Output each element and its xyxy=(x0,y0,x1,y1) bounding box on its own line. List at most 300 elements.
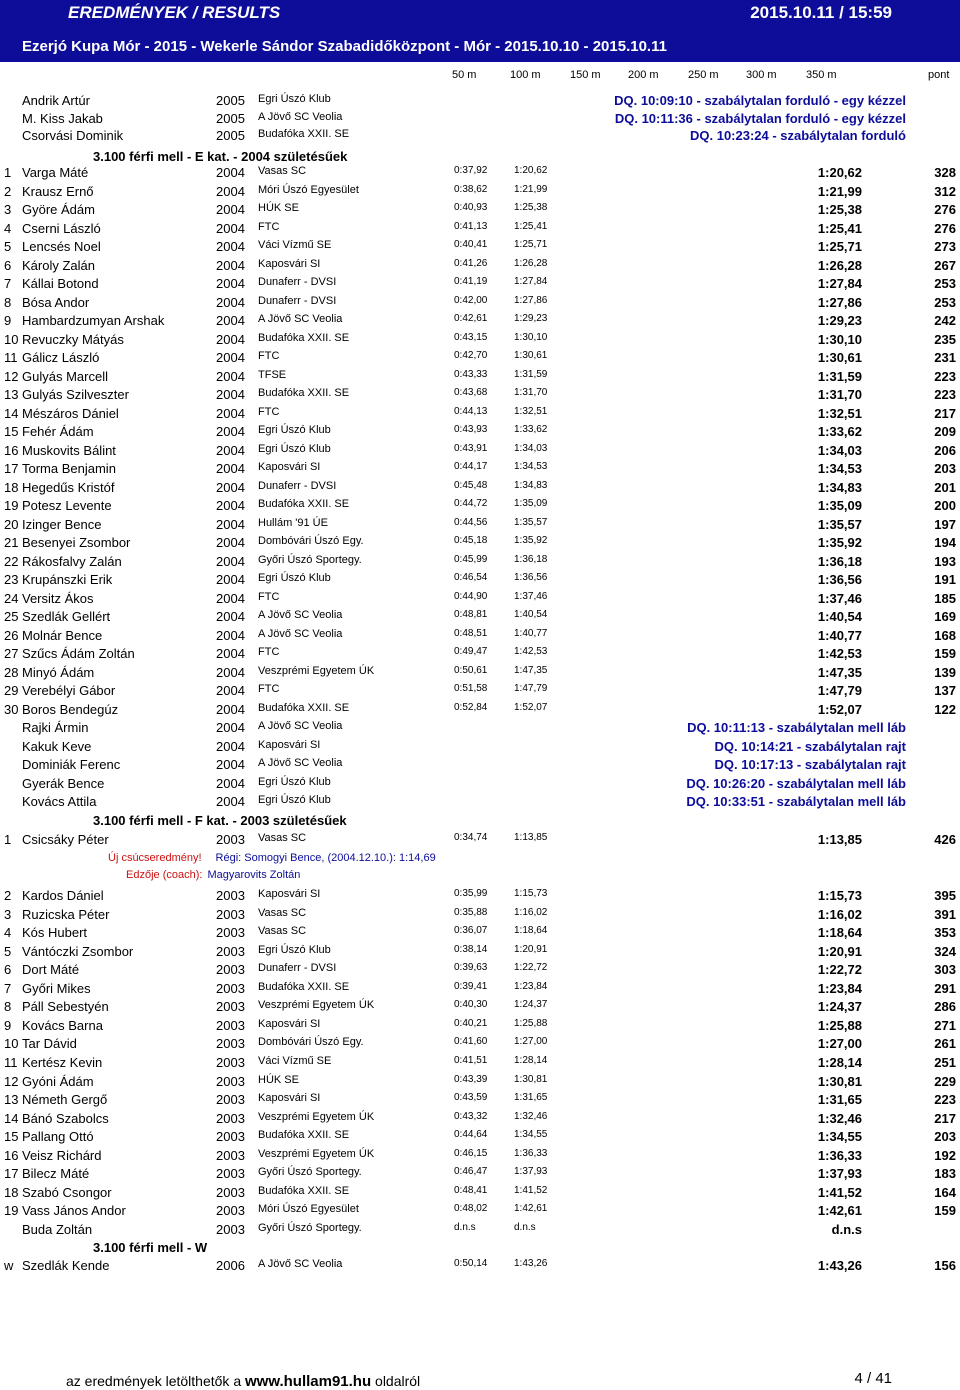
swimmer-name: Krupánszki Erik xyxy=(22,572,113,587)
record-note xyxy=(108,852,436,864)
birth-year: 2004 xyxy=(216,424,245,439)
birth-year: 2004 xyxy=(216,535,245,550)
points: 303 xyxy=(934,962,956,978)
birth-year: 2004 xyxy=(216,590,245,606)
split-50m: 0:52,84 xyxy=(454,701,488,713)
result-row xyxy=(0,720,960,738)
birth-year: 2004 xyxy=(216,257,245,273)
final-time: 1:40,54 xyxy=(817,609,862,624)
rank-cell: 18 xyxy=(4,479,19,495)
rank-cell: 16 xyxy=(4,442,19,458)
split-50m: 0:42,70 xyxy=(454,350,488,361)
result-row xyxy=(0,572,960,590)
final-time: 1:40,77 xyxy=(817,627,862,643)
points: 159 xyxy=(934,1203,956,1219)
points: 223 xyxy=(934,1092,956,1108)
result-row xyxy=(0,332,960,350)
club-name: A Jövő SC Veolia xyxy=(258,1258,343,1270)
points: 169 xyxy=(934,609,956,624)
club-name: Kaposvári SI xyxy=(258,1017,321,1030)
split-50m: 0:48,51 xyxy=(454,627,488,639)
split-100m: 1:25,71 xyxy=(514,239,548,250)
rank-cell: 30 xyxy=(4,701,19,717)
final-time: 1:27,86 xyxy=(817,294,862,310)
club-name: FTC xyxy=(258,683,280,695)
birth-year: 2004 xyxy=(216,738,245,754)
split-100m: 1:30,81 xyxy=(514,1073,548,1085)
split-50m: 0:44,13 xyxy=(454,405,488,417)
club-name: Veszprémi Egyetem ÚK xyxy=(258,999,375,1012)
split-50m: 0:43,32 xyxy=(454,1110,488,1122)
points: 183 xyxy=(934,1166,956,1182)
final-time: 1:36,56 xyxy=(817,572,862,587)
club-name: Budafóka XXII. SE xyxy=(258,331,350,344)
swimmer-name: Bánó Szabolcs xyxy=(22,1110,109,1126)
result-row xyxy=(0,369,960,387)
split-50m: 0:43,59 xyxy=(454,1092,488,1104)
split-100m: 1:21,99 xyxy=(514,183,548,195)
club-name: Egri Úszó Klub xyxy=(258,93,331,105)
points: 251 xyxy=(934,1054,956,1070)
swimmer-name: Besenyei Zsombor xyxy=(22,535,131,550)
points: 286 xyxy=(934,999,956,1015)
result-row xyxy=(0,1074,960,1092)
club-name: Egri Úszó Klub xyxy=(258,794,331,806)
split-50m: 0:43,68 xyxy=(454,387,488,398)
swimmer-name: Károly Zalán xyxy=(22,257,95,273)
split-50m: 0:44,56 xyxy=(454,516,488,528)
points: 197 xyxy=(934,516,956,532)
rank-cell: 4 xyxy=(4,925,12,941)
birth-year: 2004 xyxy=(216,239,245,254)
dq-status: DQ. 10:14:21 - szabálytalan rajt xyxy=(714,738,906,754)
final-time: 1:34,83 xyxy=(817,479,862,495)
result-row xyxy=(0,1148,960,1166)
club-name: Egri Úszó Klub xyxy=(258,775,331,788)
result-row xyxy=(0,221,960,239)
split-50m: 0:44,90 xyxy=(454,590,488,602)
final-time: 1:25,41 xyxy=(817,220,862,236)
result-row xyxy=(0,1111,960,1129)
points: 164 xyxy=(934,1184,956,1200)
coach-label: Edzője (coach): xyxy=(126,869,203,881)
split-50m: 0:44,64 xyxy=(454,1129,488,1141)
final-time: 1:36,18 xyxy=(817,553,862,569)
result-row xyxy=(0,93,960,111)
split-100m: 1:29,23 xyxy=(514,313,548,324)
final-time: 1:43,26 xyxy=(817,1258,862,1273)
club-name: Budafóka XXII. SE xyxy=(258,1129,350,1142)
club-name: Egri Úszó Klub xyxy=(258,572,331,584)
swimmer-name: Buda Zoltán xyxy=(22,1221,93,1237)
final-time: 1:28,14 xyxy=(817,1054,862,1070)
rank-cell: 6 xyxy=(4,257,12,273)
birth-year: 2003 xyxy=(216,1036,245,1052)
split-100m: 1:27,86 xyxy=(514,294,548,306)
rank-cell: 5 xyxy=(4,943,12,959)
points: 223 xyxy=(934,368,956,384)
rank-cell: 17 xyxy=(4,1166,19,1182)
split-100m: 1:18,64 xyxy=(514,925,548,937)
result-row xyxy=(0,925,960,943)
final-time: 1:32,51 xyxy=(817,405,862,421)
final-time: 1:34,55 xyxy=(817,1129,862,1145)
split-50m: 0:40,30 xyxy=(454,999,488,1011)
split-50m: 0:41,13 xyxy=(454,220,488,232)
birth-year: 2003 xyxy=(216,1147,245,1163)
club-name: Dombóvári Úszó Egy. xyxy=(258,535,364,547)
swimmer-name: Kállai Botond xyxy=(22,276,99,291)
rank-cell: 13 xyxy=(4,387,19,402)
split-label: 150 m xyxy=(570,69,601,81)
split-50m: 0:39,63 xyxy=(454,962,488,974)
swimmer-name: Kertész Kevin xyxy=(22,1054,103,1070)
split-50m: 0:38,62 xyxy=(454,183,488,195)
split-100m: 1:30,61 xyxy=(514,350,548,361)
rank-cell: 18 xyxy=(4,1184,19,1200)
rank-cell: 16 xyxy=(4,1147,19,1163)
split-50m: 0:44,72 xyxy=(454,498,488,509)
points: 194 xyxy=(934,535,956,550)
split-50m: 0:38,14 xyxy=(454,943,488,955)
final-time: 1:32,46 xyxy=(817,1110,862,1126)
split-100m: 1:31,59 xyxy=(514,368,548,380)
club-name: Budafóka XXII. SE xyxy=(258,387,350,399)
split-100m: 1:34,83 xyxy=(514,479,548,491)
swimmer-name: Vass János Andor xyxy=(22,1203,126,1219)
split-label: 100 m xyxy=(510,69,541,81)
final-time: 1:31,59 xyxy=(817,368,862,384)
final-time: 1:37,93 xyxy=(817,1166,862,1182)
rank-cell: 8 xyxy=(4,294,12,310)
dq-status: DQ. 10:26:20 - szabálytalan mell láb xyxy=(686,775,906,791)
points: 253 xyxy=(934,276,956,291)
club-name: A Jövő SC Veolia xyxy=(258,313,343,325)
result-row xyxy=(0,1258,960,1276)
split-100m: 1:25,38 xyxy=(514,202,548,213)
split-100m: 1:34,55 xyxy=(514,1129,548,1141)
split-50m: 0:35,88 xyxy=(454,906,488,918)
birth-year: 2004 xyxy=(216,276,245,291)
split-50m: 0:44,17 xyxy=(454,461,488,472)
split-50m: d.n.s xyxy=(454,1221,476,1233)
swimmer-name: Hegedűs Kristóf xyxy=(22,479,115,495)
rank-cell: 22 xyxy=(4,553,19,569)
final-time: 1:47,35 xyxy=(817,664,862,680)
points: 324 xyxy=(934,943,956,959)
swimmer-name: Gálicz László xyxy=(22,350,100,365)
rank-cell: 17 xyxy=(4,461,19,476)
birth-year: 2003 xyxy=(216,1092,245,1108)
club-name: Kaposvári SI xyxy=(258,1092,321,1105)
final-time: 1:15,73 xyxy=(817,888,862,903)
final-time: 1:34,03 xyxy=(817,442,862,458)
points: 217 xyxy=(934,405,956,421)
header-banner xyxy=(0,0,960,62)
rank-cell: 14 xyxy=(4,405,19,421)
swimmer-name: Bósa Andor xyxy=(22,294,90,310)
birth-year: 2003 xyxy=(216,1110,245,1126)
rank-cell: 3 xyxy=(4,202,12,217)
club-name: Győri Úszó Sportegy. xyxy=(258,1166,362,1179)
split-100m: 1:32,51 xyxy=(514,405,548,417)
result-row xyxy=(0,443,960,461)
split-100m: 1:42,61 xyxy=(514,1203,548,1215)
birth-year: 2004 xyxy=(216,572,245,587)
split-100m: 1:42,53 xyxy=(514,646,548,657)
split-50m: 0:41,26 xyxy=(454,257,488,269)
club-name: Váci Vízmű SE xyxy=(258,239,332,251)
birth-year: 2004 xyxy=(216,368,245,384)
club-name: Veszprémi Egyetem ÚK xyxy=(258,1110,375,1123)
split-100m: 1:35,09 xyxy=(514,498,548,509)
swimmer-name: Szedlák Gellért xyxy=(22,609,111,624)
final-time: 1:35,92 xyxy=(817,535,862,550)
swimmer-name: Lencsés Noel xyxy=(22,239,101,254)
birth-year: 2003 xyxy=(216,925,245,941)
dq-status: DQ. 10:09:10 - szabálytalan forduló - egy kézzel xyxy=(614,93,906,108)
split-100m: 1:31,70 xyxy=(514,387,548,398)
swimmer-name: Cserni László xyxy=(22,220,101,236)
club-name: A Jövő SC Veolia xyxy=(258,757,343,769)
split-50m: 0:41,51 xyxy=(454,1054,488,1066)
swimmer-name: Szedlák Kende xyxy=(22,1258,110,1273)
club-name: A Jövő SC Veolia xyxy=(258,110,343,123)
points: 200 xyxy=(934,498,956,513)
points: 201 xyxy=(934,479,956,495)
birth-year: 2004 xyxy=(216,627,245,643)
points: 391 xyxy=(934,906,956,922)
split-label: 350 m xyxy=(806,69,837,81)
club-name: Vasas SC xyxy=(258,832,307,844)
split-100m: 1:36,56 xyxy=(514,572,548,583)
swimmer-name: Győri Mikes xyxy=(22,980,91,996)
result-row xyxy=(0,535,960,553)
birth-year: 2004 xyxy=(216,664,245,680)
result-row xyxy=(0,387,960,405)
split-100m: 1:25,41 xyxy=(514,220,548,232)
result-row xyxy=(0,406,960,424)
points: 209 xyxy=(934,424,956,439)
club-name: Budafóka XXII. SE xyxy=(258,1184,350,1197)
swimmer-name: Minyó Ádám xyxy=(22,664,95,680)
club-name: Móri Úszó Egyesület xyxy=(258,1203,359,1216)
birth-year: 2004 xyxy=(216,701,245,717)
birth-year: 2004 xyxy=(216,461,245,476)
final-time: 1:22,72 xyxy=(817,962,862,978)
club-name: Kaposvári SI xyxy=(258,461,321,473)
club-name: Győri Úszó Sportegy. xyxy=(258,1221,362,1234)
event-heading: 3.100 férfi mell - F kat. - 2003 születésűek xyxy=(93,813,347,828)
birth-year: 2004 xyxy=(216,350,245,365)
competition-title: Ezerjó Kupa Mór - 2015 - Wekerle Sándor Szabadidőközpont - Mór - 2015.10.10 - 2015.10.11 xyxy=(22,38,667,55)
result-row xyxy=(0,776,960,794)
result-row xyxy=(0,981,960,999)
rank-cell: 25 xyxy=(4,609,19,624)
result-row xyxy=(0,480,960,498)
split-100m: 1:47,79 xyxy=(514,683,548,694)
birth-year: 2004 xyxy=(216,165,245,180)
split-100m: 1:35,92 xyxy=(514,535,548,546)
club-name: Kaposvári SI xyxy=(258,738,321,751)
birth-year: 2003 xyxy=(216,1203,245,1219)
rank-cell: 21 xyxy=(4,535,19,550)
swimmer-name: Kovács Barna xyxy=(22,1017,103,1033)
final-time: 1:42,61 xyxy=(817,1203,862,1219)
split-100m: 1:23,84 xyxy=(514,980,548,992)
split-header-row xyxy=(0,69,960,85)
swimmer-name: Gulyás Szilveszter xyxy=(22,387,129,402)
points: 328 xyxy=(934,165,956,180)
club-name: HÚK SE xyxy=(258,1073,299,1086)
split-100m: 1:52,07 xyxy=(514,701,548,713)
rank-cell: 24 xyxy=(4,590,19,606)
points: 271 xyxy=(934,1017,956,1033)
rank-cell: 1 xyxy=(4,832,12,847)
split-100m: 1:30,10 xyxy=(514,331,548,343)
birth-year: 2003 xyxy=(216,1221,245,1237)
split-100m: 1:40,77 xyxy=(514,627,548,639)
rank-cell: 2 xyxy=(4,888,12,903)
split-100m: 1:37,46 xyxy=(514,590,548,602)
rank-cell: 6 xyxy=(4,962,12,978)
birth-year: 2004 xyxy=(216,516,245,532)
rank-cell: 1 xyxy=(4,165,12,180)
points: 231 xyxy=(934,350,956,365)
club-name: Győri Úszó Sportegy. xyxy=(258,553,362,566)
final-time: 1:24,37 xyxy=(817,999,862,1015)
rank-cell: 11 xyxy=(4,1054,18,1070)
split-100m: 1:20,62 xyxy=(514,165,548,176)
result-row xyxy=(0,794,960,812)
split-100m: 1:27,84 xyxy=(514,276,548,287)
birth-year: 2004 xyxy=(216,609,245,624)
split-50m: 0:34,74 xyxy=(454,832,488,843)
swimmer-name: Potesz Levente xyxy=(22,498,112,513)
split-50m: 0:49,47 xyxy=(454,646,488,657)
dq-status: DQ. 10:23:24 - szabálytalan forduló xyxy=(689,128,906,143)
points-label: pont xyxy=(928,69,950,81)
club-name: Budafóka XXII. SE xyxy=(258,980,350,993)
rank-cell: 23 xyxy=(4,572,19,587)
final-time: 1:41,52 xyxy=(817,1184,862,1200)
swimmer-name: Mészáros Dániel xyxy=(22,405,119,421)
club-name: Móri Úszó Egyesület xyxy=(258,183,359,196)
split-50m: 0:35,99 xyxy=(454,888,488,899)
birth-year: 2003 xyxy=(216,943,245,959)
points: 395 xyxy=(934,888,956,903)
swimmer-name: Andrik Artúr xyxy=(22,93,90,108)
split-100m: 1:27,00 xyxy=(514,1036,548,1048)
birth-year: 2004 xyxy=(216,405,245,421)
points: 223 xyxy=(934,387,956,402)
swimmer-name: Kós Hubert xyxy=(22,925,88,941)
points: 203 xyxy=(934,461,956,476)
points: 312 xyxy=(934,183,956,199)
split-50m: 0:43,15 xyxy=(454,331,488,343)
result-row xyxy=(0,1222,960,1240)
final-time: 1:47,79 xyxy=(817,683,862,698)
birth-year: 2004 xyxy=(216,313,245,328)
result-row xyxy=(0,1129,960,1147)
split-50m: 0:48,41 xyxy=(454,1184,488,1196)
birth-year: 2004 xyxy=(216,683,245,698)
result-row xyxy=(0,128,960,146)
site-link[interactable]: www.hullam91.hu xyxy=(245,1373,372,1390)
rank-cell: 2 xyxy=(4,183,12,199)
split-50m: 0:37,92 xyxy=(454,165,488,176)
club-name: Kaposvári SI xyxy=(258,888,321,900)
birth-year: 2004 xyxy=(216,183,245,199)
split-50m: 0:40,21 xyxy=(454,1017,488,1029)
club-name: FTC xyxy=(258,405,280,418)
split-50m: 0:40,93 xyxy=(454,202,488,213)
result-row xyxy=(0,1018,960,1036)
birth-year: 2004 xyxy=(216,202,245,217)
event-heading: 3.100 férfi mell - W xyxy=(93,1240,208,1255)
split-50m: 0:39,41 xyxy=(454,980,488,992)
birth-year: 2004 xyxy=(216,294,245,310)
club-name: Dombóvári Úszó Egy. xyxy=(258,1036,364,1049)
points: 235 xyxy=(934,331,956,347)
rank-cell: 19 xyxy=(4,1203,19,1219)
final-time: 1:35,57 xyxy=(817,516,862,532)
split-50m: 0:43,33 xyxy=(454,368,488,380)
swimmer-name: Molnár Bence xyxy=(22,627,103,643)
rank-cell: 12 xyxy=(4,368,19,384)
result-row xyxy=(0,184,960,202)
swimmer-name: Ruzicska Péter xyxy=(22,906,110,922)
final-time: 1:23,84 xyxy=(817,980,862,996)
club-name: Vasas SC xyxy=(258,906,307,919)
split-100m: 1:47,35 xyxy=(514,664,548,676)
footer-text: az eredmények letölthetők a xyxy=(66,1373,242,1389)
points: 139 xyxy=(934,664,956,680)
result-row xyxy=(0,295,960,313)
split-50m: 0:46,47 xyxy=(454,1166,488,1178)
dq-status: DQ. 10:11:13 - szabálytalan mell láb xyxy=(687,720,906,735)
page-title: EREDMÉNYEK / RESULTS xyxy=(68,3,281,22)
birth-year: 2004 xyxy=(216,479,245,495)
birth-year: 2004 xyxy=(216,387,245,402)
points: 291 xyxy=(934,980,956,996)
birth-year: 2003 xyxy=(216,832,245,847)
swimmer-name: Gyóni Ádám xyxy=(22,1073,94,1089)
result-row xyxy=(0,739,960,757)
birth-year: 2003 xyxy=(216,962,245,978)
result-row xyxy=(0,944,960,962)
club-name: TFSE xyxy=(258,368,287,381)
birth-year: 2004 xyxy=(216,442,245,458)
club-name: FTC xyxy=(258,590,280,603)
club-name: Dunaferr - DVSI xyxy=(258,962,337,975)
previous-record: Régi: Somogyi Bence, (2004.12.10.): 1:14,69 xyxy=(215,852,436,864)
split-100m: 1:26,28 xyxy=(514,257,548,269)
swimmer-name: Csorvási Dominik xyxy=(22,128,124,143)
points: 261 xyxy=(934,1036,956,1052)
final-time: 1:25,71 xyxy=(817,239,862,254)
result-row xyxy=(0,258,960,276)
points: 137 xyxy=(934,683,956,698)
split-50m: 0:41,19 xyxy=(454,276,488,287)
rank-cell: 28 xyxy=(4,664,19,680)
club-name: Dunaferr - DVSI xyxy=(258,294,337,307)
result-row xyxy=(0,517,960,535)
club-name: Egri Úszó Klub xyxy=(258,442,331,455)
rank-cell: 9 xyxy=(4,1017,12,1033)
coach-name: Magyarovits Zoltán xyxy=(207,869,301,881)
rank-cell: 15 xyxy=(4,424,19,439)
